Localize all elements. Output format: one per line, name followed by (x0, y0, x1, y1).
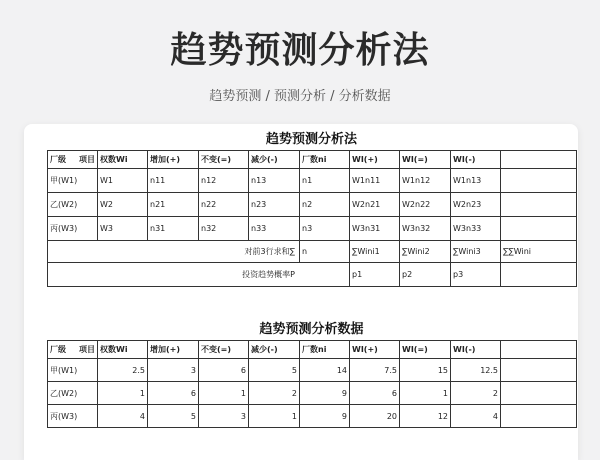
header-row (48, 341, 577, 359)
table-cell: n13 (249, 169, 300, 193)
table-cell: n33 (249, 217, 300, 241)
table-cell: W1n11 (350, 169, 400, 193)
table-cell: W3n31 (350, 217, 400, 241)
total-sum: ∑∑Wini (501, 241, 577, 263)
row-label: 乙(W2) (48, 193, 98, 217)
empty-cell (501, 151, 577, 169)
empty-cell (501, 169, 577, 193)
table-cell: n23 (249, 193, 300, 217)
corner-right-label: 项目 (79, 345, 95, 354)
header-cell: WI(=) (400, 151, 451, 169)
table-cell: 6 (199, 359, 249, 382)
header-cell: 减少(-) (249, 341, 300, 359)
row-label: 甲(W1) (48, 359, 98, 382)
table-cell: 3 (199, 405, 249, 428)
sheet-title: 趋势预测分析数据 (259, 322, 364, 337)
table-row (48, 217, 577, 241)
table-row (48, 359, 577, 382)
table-cell: 1 (249, 405, 300, 428)
table-cell: 5 (249, 359, 300, 382)
table-cell: n32 (199, 217, 249, 241)
table-cell: W2n22 (400, 193, 451, 217)
sheet-data (47, 320, 576, 428)
row-label: 丙(W3) (48, 217, 98, 241)
table-cell: 12 (400, 405, 451, 428)
header-cell: 不变(=) (199, 151, 249, 169)
table-cell: 3 (148, 359, 199, 382)
header-cell: 厂数ni (300, 341, 350, 359)
table-cell: n2 (300, 193, 350, 217)
spreadsheet-card (24, 124, 578, 460)
table-cell: 12.5 (451, 359, 501, 382)
page-header (0, 0, 600, 122)
total-wini2: ∑Wini2 (400, 241, 451, 263)
table-cell: 2.5 (98, 359, 148, 382)
header-cell: 不变(=) (199, 341, 249, 359)
table-cell: W1 (98, 169, 148, 193)
corner-right-label: 项目 (79, 155, 95, 164)
probability-p2: p2 (400, 263, 451, 287)
table-cell: n1 (300, 169, 350, 193)
header-cell: 厂数ni (300, 151, 350, 169)
empty-cell (501, 359, 577, 382)
table-cell: W1n13 (451, 169, 501, 193)
header-cell: 权数Wi (98, 151, 148, 169)
table-cell: 4 (451, 405, 501, 428)
table-cell: 15 (400, 359, 451, 382)
table-cell: W2 (98, 193, 148, 217)
table-cell: W1n12 (400, 169, 451, 193)
row-label: 甲(W1) (48, 169, 98, 193)
table-cell: W3n32 (400, 217, 451, 241)
table-cell: 9 (300, 405, 350, 428)
table-row (48, 382, 577, 405)
table-cell: 2 (451, 382, 501, 405)
empty-cell (501, 217, 577, 241)
probability-p3: p3 (451, 263, 501, 287)
corner-left-label: 厂级 (50, 345, 66, 354)
data-table (47, 340, 577, 428)
corner-cell (48, 341, 98, 359)
empty-cell (501, 341, 577, 359)
table-row (48, 169, 577, 193)
total-wini1: ∑Wini1 (350, 241, 400, 263)
row-label: 乙(W2) (48, 382, 98, 405)
table-cell: n3 (300, 217, 350, 241)
total-label: 对前3行求和∑ (48, 241, 300, 263)
table-cell: 14 (300, 359, 350, 382)
header-cell: WI(+) (350, 341, 400, 359)
table-cell: 6 (350, 382, 400, 405)
table-cell: 5 (148, 405, 199, 428)
header-cell: WI(-) (451, 341, 501, 359)
formula-table (47, 150, 577, 287)
header-cell: WI(=) (400, 341, 451, 359)
table-cell: 20 (350, 405, 400, 428)
table-cell: n21 (148, 193, 199, 217)
table-row (48, 405, 577, 428)
empty-cell (501, 193, 577, 217)
header-cell: 权数Wi (98, 341, 148, 359)
probability-p1: p1 (350, 263, 400, 287)
table-row (48, 193, 577, 217)
table-cell: n22 (199, 193, 249, 217)
table-cell: 1 (199, 382, 249, 405)
empty-cell (501, 382, 577, 405)
probability-row (48, 263, 577, 287)
total-wini3: ∑Wini3 (451, 241, 501, 263)
corner-left-label: 厂级 (50, 155, 66, 164)
table-cell: W2n23 (451, 193, 501, 217)
header-cell: WI(+) (350, 151, 400, 169)
table-cell: n11 (148, 169, 199, 193)
probability-label: 投资趋势概率P (48, 263, 350, 287)
table-cell: 2 (249, 382, 300, 405)
table-cell: 1 (98, 382, 148, 405)
header-cell: WI(-) (451, 151, 501, 169)
table-cell: 4 (98, 405, 148, 428)
table-cell: W3 (98, 217, 148, 241)
empty-cell (501, 263, 577, 287)
table-cell: 7.5 (350, 359, 400, 382)
total-row (48, 241, 577, 263)
header-cell: 增加(+) (148, 341, 199, 359)
header-cell: 减少(-) (249, 151, 300, 169)
table-cell: 1 (400, 382, 451, 405)
table-cell: W2n21 (350, 193, 400, 217)
table-cell: 9 (300, 382, 350, 405)
empty-cell (501, 405, 577, 428)
total-n: n (300, 241, 350, 263)
sheet-title: 趋势预测分析法 (265, 132, 357, 147)
header-cell: 增加(+) (148, 151, 199, 169)
table-cell: W3n33 (451, 217, 501, 241)
table-cell: 6 (148, 382, 199, 405)
sheet-formula (47, 130, 576, 287)
table-cell: n12 (199, 169, 249, 193)
table-cell: n31 (148, 217, 199, 241)
page-subtitle: 趋势预测 / 预测分析 / 分析数据 (209, 89, 391, 104)
corner-cell (48, 151, 98, 169)
page-title: 趋势预测分析法 (170, 30, 430, 71)
header-row (48, 151, 577, 169)
row-label: 丙(W3) (48, 405, 98, 428)
